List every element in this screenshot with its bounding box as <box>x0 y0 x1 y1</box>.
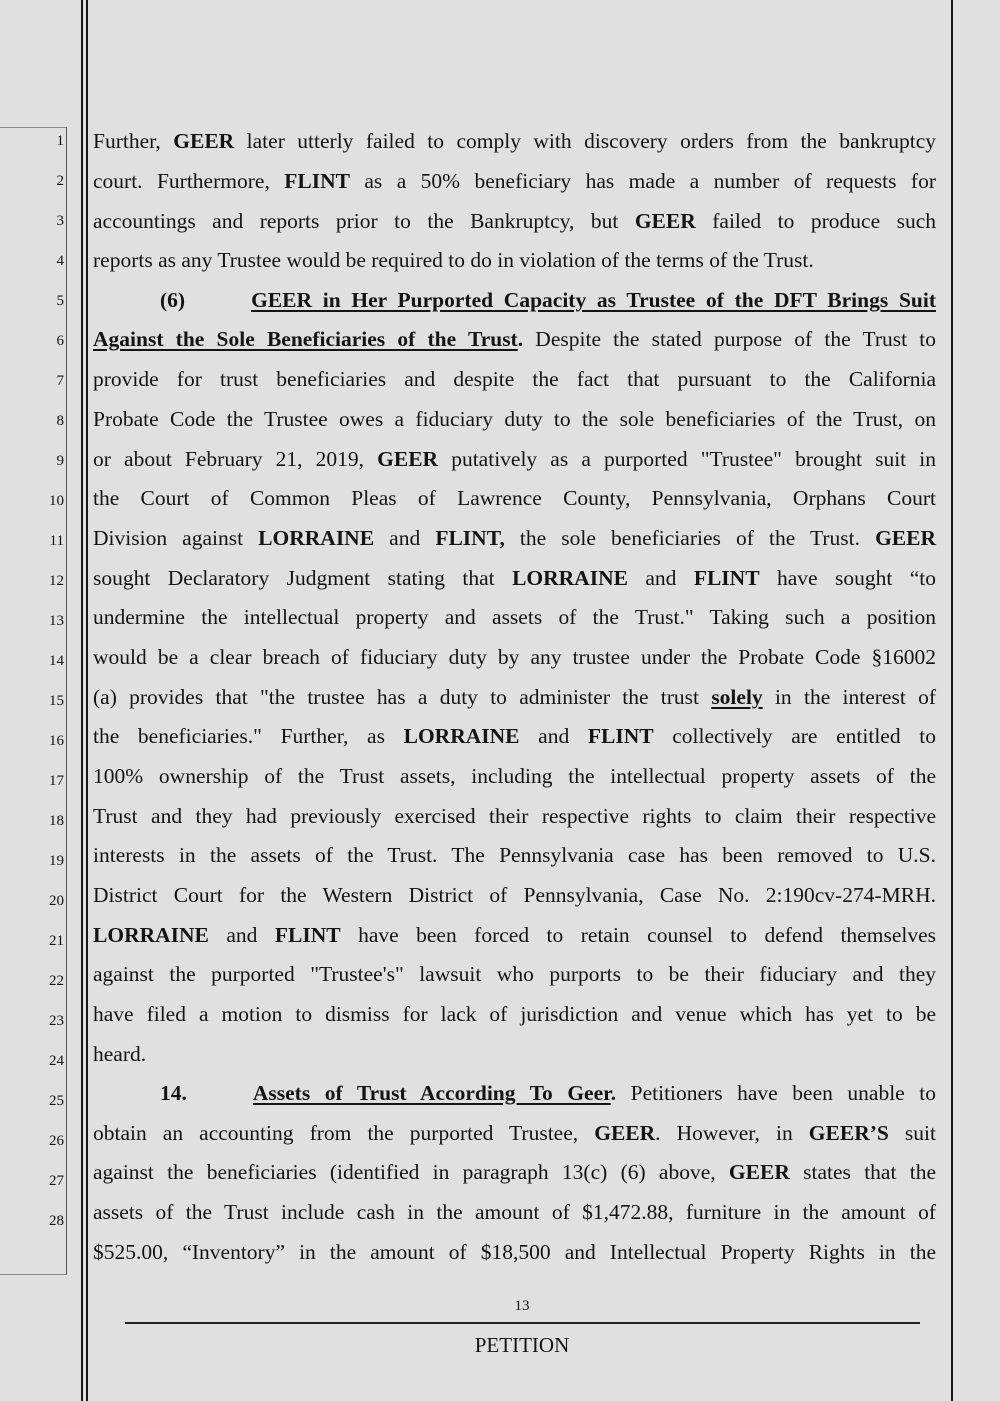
line-number: 20 <box>49 893 64 909</box>
text-line: or about February 21, 2019, GEER putatively as a purported "Trustee" brought suit in <box>93 447 936 471</box>
line-number: 9 <box>56 453 64 469</box>
line-number: 17 <box>49 773 64 789</box>
party-name: FLINT <box>274 923 341 947</box>
line-number: 4 <box>56 253 64 269</box>
line-number: 6 <box>56 333 64 349</box>
page-number: 13 <box>514 1298 530 1314</box>
line-number: 12 <box>49 573 64 589</box>
right-margin-rule <box>951 0 953 1401</box>
text-line: the Court of Common Pleas of Lawrence County, Pennsylvania, Orphans Court <box>93 486 936 510</box>
text-line: reports as any Trustee would be required to do in violation of the terms of the Trust. <box>93 248 814 272</box>
text-line: obtain an accounting from the purported Trustee, GEER. However, in GEER’S suit <box>93 1121 936 1145</box>
line-number: 16 <box>49 733 64 749</box>
text-line: Trust and they had previously exercised their respective rights to claim their respective <box>93 804 936 828</box>
text-line: (a) provides that "the trustee has a duty to administer the trust solely in the interest of <box>93 685 936 709</box>
section-heading: Against the Sole Beneficiaries of the Trust <box>93 327 518 351</box>
section-heading: Assets of Trust According To Geer <box>252 1081 611 1105</box>
line-number: 2 <box>56 173 64 189</box>
text-line: assets of the Trust include cash in the amount of $1,472.88, furniture in the amount of <box>93 1200 936 1224</box>
text-line: the beneficiaries." Further, as LORRAINE and FLINT collectively are entitled to <box>93 724 936 748</box>
left-margin-rule-inner <box>86 0 88 1401</box>
line-number: 25 <box>49 1093 64 1109</box>
left-margin-rule-outer <box>81 0 83 1401</box>
paragraph-number: 14. <box>160 1081 187 1105</box>
party-name: GEER <box>594 1121 656 1145</box>
text-line: against the purported "Trustee's" lawsuit who purports to be their fiduciary and they <box>93 962 936 986</box>
party-name: GEER <box>728 1160 790 1184</box>
line-number: 21 <box>49 933 64 949</box>
section-heading: GEER in Her Purported Capacity as Trustee of the DFT Brings Suit <box>251 288 936 312</box>
line-number: 15 <box>49 693 64 709</box>
text-line: 100% ownership of the Trust assets, including the intellectual property assets of the <box>93 764 936 788</box>
text-line: sought Declaratory Judgment stating that LORRAINE and FLINT have sought “to <box>93 566 936 590</box>
text-line: court. Furthermore, FLINT as a 50% beneficiary has made a number of requests for <box>93 169 936 193</box>
section-heading-line: Against the Sole Beneficiaries of the Trust. Despite the stated purpose of the Trust to <box>93 327 936 351</box>
party-name: LORRAINE <box>403 724 520 748</box>
line-number: 23 <box>49 1013 64 1029</box>
line-number: 8 <box>56 413 64 429</box>
party-name: LORRAINE <box>93 923 209 947</box>
line-number: 28 <box>49 1213 64 1229</box>
line-number: 24 <box>49 1053 64 1069</box>
section-heading-line <box>160 280 936 320</box>
text-line: Further, GEER later utterly failed to comply with discovery orders from the bankruptcy <box>93 129 936 153</box>
line-number: 10 <box>49 493 64 509</box>
party-name: FLINT <box>284 169 350 193</box>
line-number-column <box>0 127 67 1275</box>
party-name: FLINT, <box>435 526 505 550</box>
text-line: District Court for the Western District of Pennsylvania, Case No. 2:190cv-274-MRH. <box>93 883 936 907</box>
party-name: LORRAINE <box>258 526 375 550</box>
text-line: undermine the intellectual property and assets of the Trust." Taking such a position <box>93 605 936 629</box>
party-name: FLINT <box>587 724 654 748</box>
party-name: FLINT <box>693 566 760 590</box>
text-line: would be a clear breach of fiduciary duty by any trustee under the Probate Code §16002 <box>93 645 936 669</box>
line-number: 14 <box>49 653 64 669</box>
section-number: (6) <box>160 288 186 312</box>
line-number: 5 <box>56 293 64 309</box>
text-line: have filed a motion to dismiss for lack of jurisdiction and venue which has yet to be <box>93 1002 936 1026</box>
text-line: Probate Code the Trustee owes a fiduciary duty to the sole beneficiaries of the Trust, on <box>93 407 936 431</box>
line-number: 18 <box>49 813 64 829</box>
line-number: 19 <box>49 853 64 869</box>
document-title: PETITION <box>474 1333 570 1357</box>
party-name: GEER’S <box>808 1121 889 1145</box>
footer-divider <box>125 1322 920 1324</box>
section-heading-line: 14. Assets of Trust According To Geer. Petitioners have been unable to <box>160 1081 936 1105</box>
emphasis: solely <box>711 685 763 709</box>
party-name: GEER <box>634 209 696 233</box>
line-number: 7 <box>56 373 64 389</box>
text-line: interests in the assets of the Trust. The Pennsylvania case has been removed to U.S. <box>93 843 936 867</box>
party-name: GEER <box>875 526 937 550</box>
text-line: Division against LORRAINE and FLINT, the sole beneficiaries of the Trust. GEER <box>93 526 937 550</box>
party-name: GEER <box>173 129 235 153</box>
text-line: heard. <box>93 1042 147 1066</box>
text-line: LORRAINE and FLINT have been forced to retain counsel to defend themselves <box>93 923 936 947</box>
line-number: 11 <box>49 533 64 549</box>
line-number: 27 <box>49 1173 64 1189</box>
party-name: GEER <box>377 447 439 471</box>
text-line: provide for trust beneficiaries and despite the fact that pursuant to the California <box>93 367 936 391</box>
line-number: 13 <box>49 613 64 629</box>
party-name: LORRAINE <box>512 566 628 590</box>
line-number: 1 <box>56 133 64 149</box>
line-number: 3 <box>56 213 64 229</box>
text-line: accountings and reports prior to the Bankruptcy, but GEER failed to produce such <box>93 209 937 233</box>
line-number: 26 <box>49 1133 64 1149</box>
text-line: against the beneficiaries (identified in paragraph 13(c) (6) above, GEER states that the <box>93 1160 936 1184</box>
text-line: $525.00, “Inventory” in the amount of $18,500 and Intellectual Property Rights in the <box>93 1240 936 1264</box>
line-number: 22 <box>49 973 64 989</box>
